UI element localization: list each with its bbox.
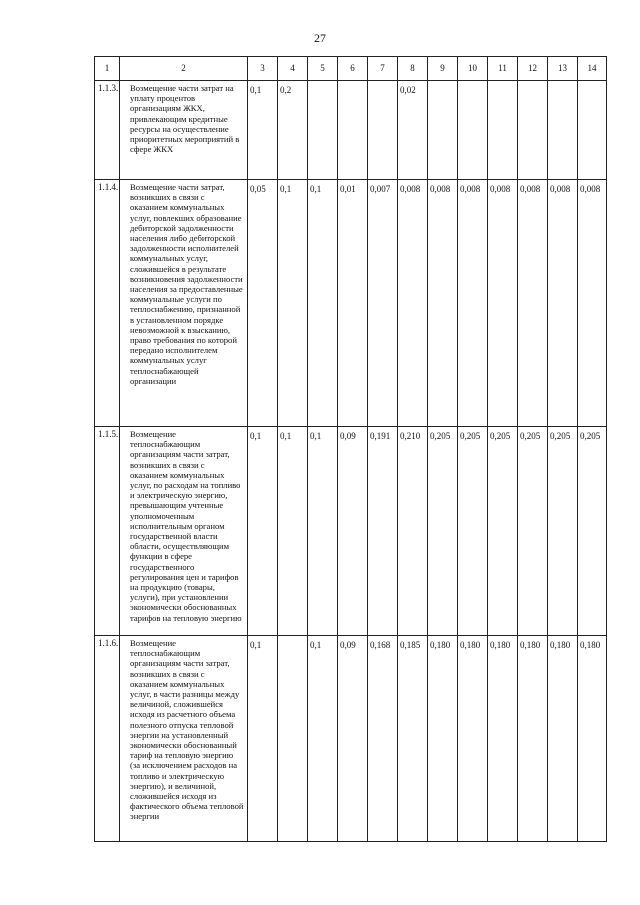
value-cell — [278, 636, 308, 842]
value-cell: 0,1 — [308, 636, 338, 842]
value-cell: 0,1 — [278, 180, 308, 427]
column-header: 7 — [368, 57, 398, 81]
row-description: Возмещение теплоснабжающим организациям части затрат, возникших в связи с оказанием коммунальных услуг, по расходам на топливо и электрическую энергию, превышающим учтенные уполномоченным исполнительным органом государственной власти области, осуществляющим функции в сфере государственного регулирования цен и тарифов на продукцию (товары, услуги), при установлении экономически обоснованных тарифов на тепловую энергию — [120, 427, 248, 636]
value-cell: 0,1 — [278, 427, 308, 636]
value-cell: 0,180 — [428, 636, 458, 842]
row-description: Возмещение части затрат на уплату процентов организациям ЖКХ, привлекающим кредитные ресурсы на осуществление приоритетных мероприятий в сфере ЖКХ — [120, 81, 248, 180]
value-cell: 0,008 — [428, 180, 458, 427]
value-cell: 0,008 — [578, 180, 607, 427]
value-cell: 0,1 — [248, 636, 278, 842]
value-cell: 0,09 — [338, 636, 368, 842]
value-cell: 0,180 — [458, 636, 488, 842]
value-cell: 0,01 — [338, 180, 368, 427]
value-cell: 0,008 — [518, 180, 548, 427]
budget-table — [94, 56, 607, 842]
row-description: Возмещение части затрат, возникших в связи с оказанием коммунальных услуг, повлекших образование дебиторской задолженности населения либо дебиторской задолженности исполнителей коммунальных услуг, сложившейся в результате возникновения задолженности населения за предоставленные коммунальные услуги по теплоснабжению, признанной в установленном порядке невозможной к взысканию, право требования по которой передано исполнителем коммунальных услуг теплоснабжающей организации — [120, 180, 248, 427]
value-cell: 0,008 — [488, 180, 518, 427]
value-cell: 0,205 — [458, 427, 488, 636]
column-header: 11 — [488, 57, 518, 81]
table-header-row — [95, 57, 607, 81]
value-cell: 0,05 — [248, 180, 278, 427]
value-cell: 0,205 — [518, 427, 548, 636]
column-header: 5 — [308, 57, 338, 81]
column-header: 14 — [578, 57, 607, 81]
value-cell: 0,205 — [428, 427, 458, 636]
value-cell — [308, 81, 338, 180]
row-description: Возмещение теплоснабжающим организациям части затрат, возникших в связи с оказанием коммунальных услуг, в части разницы между величиной, сложившейся исходя из расчетного объема полезного отпуска тепловой энергии на установленный экономически обоснованный тариф на тепловую энергию (за исключением расходов на топливо и электрическую энергию), и величиной, сложившейся исходя из фактического объема тепловой энергии — [120, 636, 248, 842]
value-cell: 0,180 — [548, 636, 578, 842]
value-cell: 0,008 — [458, 180, 488, 427]
table-row — [95, 180, 607, 427]
table-row — [95, 427, 607, 636]
value-cell — [338, 81, 368, 180]
value-cell — [368, 81, 398, 180]
value-cell — [548, 81, 578, 180]
column-header: 2 — [120, 57, 248, 81]
value-cell — [488, 81, 518, 180]
column-header: 13 — [548, 57, 578, 81]
value-cell: 0,008 — [398, 180, 428, 427]
table-row — [95, 636, 607, 842]
value-cell — [458, 81, 488, 180]
page-number: 27 — [314, 31, 326, 45]
value-cell — [428, 81, 458, 180]
value-cell: 0,02 — [398, 81, 428, 180]
value-cell: 0,180 — [488, 636, 518, 842]
value-cell: 0,1 — [248, 427, 278, 636]
value-cell — [518, 81, 548, 180]
row-code: 1.1.4. — [95, 180, 120, 427]
value-cell: 0,1 — [308, 427, 338, 636]
column-header: 1 — [95, 57, 120, 81]
value-cell: 0,007 — [368, 180, 398, 427]
value-cell: 0,1 — [308, 180, 338, 427]
value-cell: 0,205 — [578, 427, 607, 636]
column-header: 12 — [518, 57, 548, 81]
column-header: 10 — [458, 57, 488, 81]
column-header: 9 — [428, 57, 458, 81]
column-header: 3 — [248, 57, 278, 81]
value-cell: 0,180 — [578, 636, 607, 842]
value-cell: 0,205 — [488, 427, 518, 636]
row-code: 1.1.3. — [95, 81, 120, 180]
table-row — [95, 81, 607, 180]
value-cell: 0,008 — [548, 180, 578, 427]
value-cell — [578, 81, 607, 180]
value-cell: 0,168 — [368, 636, 398, 842]
value-cell: 0,2 — [278, 81, 308, 180]
column-header: 4 — [278, 57, 308, 81]
value-cell: 0,1 — [248, 81, 278, 180]
value-cell: 0,09 — [338, 427, 368, 636]
column-header: 8 — [398, 57, 428, 81]
row-code: 1.1.5. — [95, 427, 120, 636]
column-header: 6 — [338, 57, 368, 81]
value-cell: 0,185 — [398, 636, 428, 842]
value-cell: 0,180 — [518, 636, 548, 842]
value-cell: 0,205 — [548, 427, 578, 636]
value-cell: 0,191 — [368, 427, 398, 636]
row-code: 1.1.6. — [95, 636, 120, 842]
value-cell: 0,210 — [398, 427, 428, 636]
